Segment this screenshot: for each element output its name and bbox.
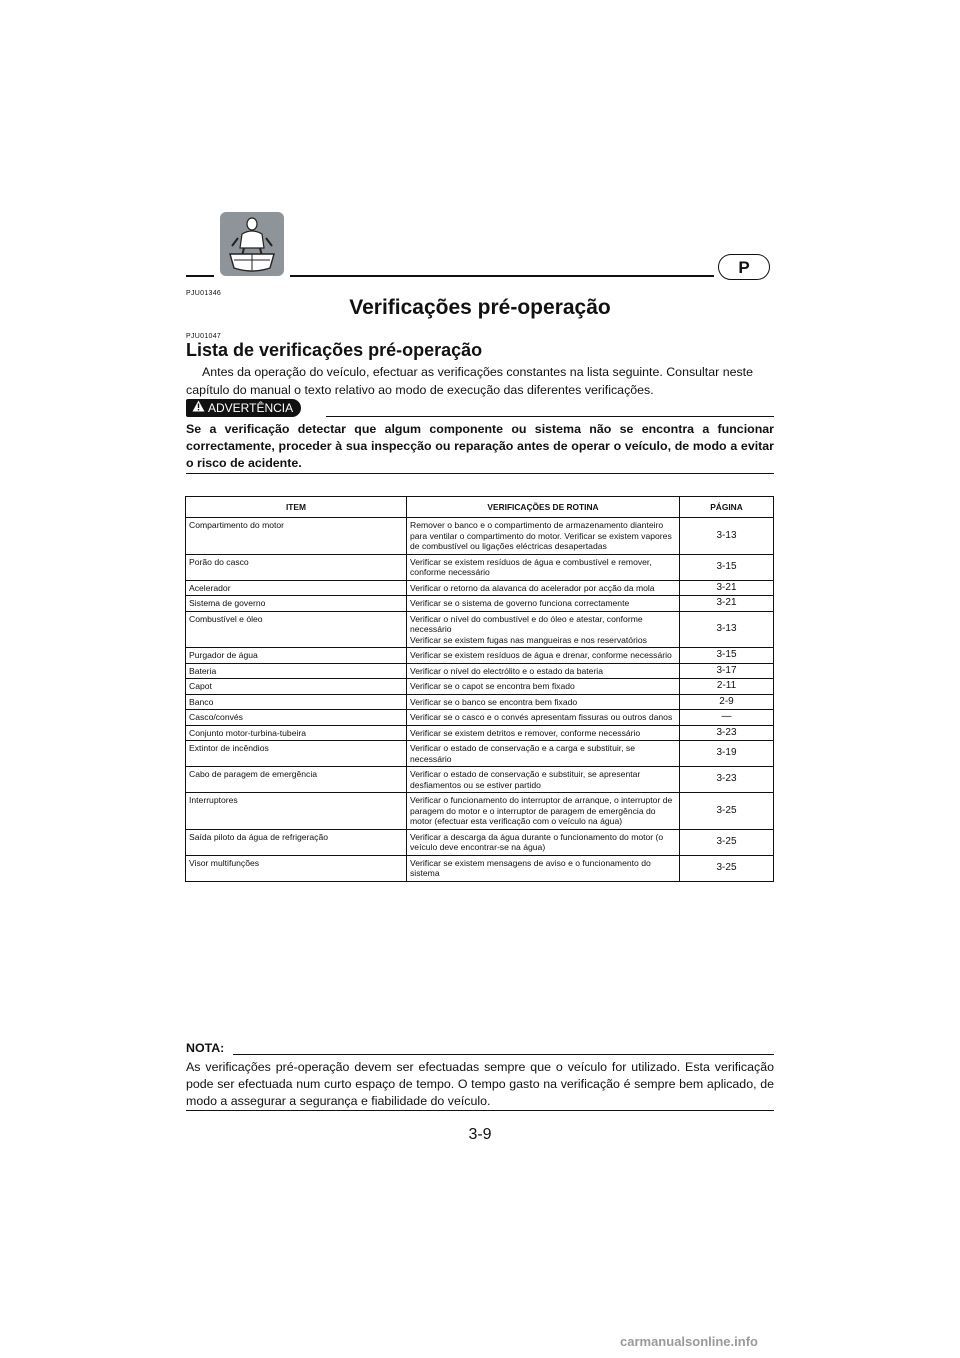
subtitle-reference-code: PJU01047 — [186, 333, 222, 340]
cell-item: Cabo de paragem de emergência — [186, 767, 407, 793]
cell-item: Saída piloto da água de refrigeração — [186, 829, 407, 855]
table-row — [186, 554, 774, 580]
table-row — [186, 518, 774, 555]
table-row — [186, 793, 774, 830]
table-row — [186, 648, 774, 664]
title-reference-code: PJU01346 — [186, 290, 222, 297]
column-header-item: ITEM — [186, 497, 407, 518]
column-header-checks: VERIFICAÇÕES DE ROTINA — [407, 497, 680, 518]
cell-check: Verificar se o casco e o convés apresentam fissuras ou outros danos — [407, 710, 680, 726]
warning-rule — [326, 416, 774, 417]
cell-check: Verificar se o banco se encontra bem fixado — [407, 694, 680, 710]
cell-check: Verificar o retorno da alavanca do acelerador por acção da mola — [407, 580, 680, 596]
cell-item: Conjunto motor-turbina-tubeira — [186, 725, 407, 741]
cell-page: 3-21 — [680, 580, 774, 596]
cell-check: Verificar se o sistema de governo funciona correctamente — [407, 596, 680, 612]
note-text: As verificações pré-operação devem ser efectuadas sempre que o veículo for utilizado. Esta verificação pode ser efectuada num curto espaço de tempo. O tempo gasto na verificação é sempre bem aplicado, de modo a assegurar a segurança e fiabilidade do veículo. — [186, 1060, 774, 1108]
cell-page: 3-13 — [680, 611, 774, 648]
cell-item: Porão do casco — [186, 554, 407, 580]
cell-page: 3-13 — [680, 518, 774, 555]
note-bottom-rule — [186, 1110, 774, 1111]
subsection-title: Lista de verificações pré-operação — [186, 340, 483, 360]
cell-page: 3-15 — [680, 554, 774, 580]
cell-page: 2-9 — [680, 694, 774, 710]
column-header-page: PÁGINA — [680, 497, 774, 518]
cell-page: 3-23 — [680, 725, 774, 741]
section-title: Verificações pré-operação — [349, 296, 611, 319]
cell-check: Remover o banco e o compartimento de armazenamento dianteiro para ventilar o compartimento do motor. Verificar se existem vapores de combustível ou ligações eléctricas desapertadas — [407, 518, 680, 555]
watermark: carmanualsonline.info — [620, 1334, 758, 1349]
cell-page: 3-17 — [680, 663, 774, 679]
cell-check: Verificar o estado de conservação e substituir, se apresentar desfiamentos ou se estiver partido — [407, 767, 680, 793]
header-rule-left — [186, 275, 214, 277]
table-row — [186, 596, 774, 612]
table-row — [186, 855, 774, 881]
cell-page: 3-25 — [680, 855, 774, 881]
cell-item: Purgador de água — [186, 648, 407, 664]
table-row — [186, 679, 774, 695]
page-number: 3-9 — [468, 1126, 492, 1143]
warning-label — [186, 399, 301, 417]
cell-item: Acelerador — [186, 580, 407, 596]
table-row — [186, 694, 774, 710]
cell-page: 3-23 — [680, 767, 774, 793]
table-body — [186, 518, 774, 882]
table-row — [186, 767, 774, 793]
table-row — [186, 611, 774, 648]
table-row — [186, 663, 774, 679]
warning-triangle-icon — [192, 399, 205, 417]
cell-check: Verificar o nível do combustível e do óleo e atestar, conforme necessário Verificar se existem fugas nas mangueiras e nos reservatórios — [407, 611, 680, 648]
table-row — [186, 741, 774, 767]
cell-page: 3-21 — [680, 596, 774, 612]
cell-page: 2-11 — [680, 679, 774, 695]
cell-item: Combustível e óleo — [186, 611, 407, 648]
header-rule — [290, 275, 714, 277]
table-row — [186, 710, 774, 726]
table-row — [186, 580, 774, 596]
pre-operation-checklist-table — [185, 496, 774, 882]
cell-page: — — [680, 710, 774, 726]
table-row — [186, 725, 774, 741]
cell-page: 3-25 — [680, 829, 774, 855]
cell-check: Verificar se existem detritos e remover, conforme necessário — [407, 725, 680, 741]
warning-bottom-rule — [186, 473, 774, 474]
language-badge: P — [718, 254, 770, 280]
cell-check: Verificar se existem mensagens de aviso e o funcionamento do sistema — [407, 855, 680, 881]
cell-page: 3-25 — [680, 793, 774, 830]
cell-check: Verificar se existem resíduos de água e drenar, conforme necessário — [407, 648, 680, 664]
cell-check: Verificar a descarga da água durante o funcionamento do motor (o veículo deve encontrar-se na água) — [407, 829, 680, 855]
cell-check: Verificar o nível do electrólito e o estado da bateria — [407, 663, 680, 679]
cell-item: Capot — [186, 679, 407, 695]
cell-item: Extintor de incêndios — [186, 741, 407, 767]
cell-item: Bateria — [186, 663, 407, 679]
cell-check: Verificar o funcionamento do interruptor de arranque, o interruptor de paragem do motor e o interruptor de paragem de emergência do motor (efectuar esta verificação com o veículo na água) — [407, 793, 680, 830]
cell-item: Casco/convés — [186, 710, 407, 726]
cell-check: Verificar se existem resíduos de água e combustível e remover, conforme necessário — [407, 554, 680, 580]
note-label: NOTA: — [186, 1041, 225, 1055]
jet-ski-rider-icon — [220, 212, 284, 276]
cell-item: Compartimento do motor — [186, 518, 407, 555]
warning-text: Se a verificação detectar que algum componente ou sistema não se encontra a funcionar correctamente, proceder à sua inspecção ou reparação antes de operar o veículo, de modo a evitar o risco de acidente. — [186, 422, 774, 470]
intro-paragraph: Antes da operação do veículo, efectuar as verificações constantes na lista seguinte. Consultar neste capítulo do manual o texto relativo ao modo de execução das diferentes verificações. — [186, 365, 754, 397]
cell-page: 3-15 — [680, 648, 774, 664]
table-row — [186, 829, 774, 855]
cell-check: Verificar se o capot se encontra bem fixado — [407, 679, 680, 695]
table-header-row — [186, 497, 774, 518]
cell-item: Banco — [186, 694, 407, 710]
warning-label-text: ADVERTÊNCIA — [208, 401, 294, 415]
cell-item: Interruptores — [186, 793, 407, 830]
cell-check: Verificar o estado de conservação e a carga e substituir, se necessário — [407, 741, 680, 767]
cell-item: Visor multifunções — [186, 855, 407, 881]
cell-item: Sistema de governo — [186, 596, 407, 612]
cell-page: 3-19 — [680, 741, 774, 767]
note-rule — [233, 1054, 774, 1055]
